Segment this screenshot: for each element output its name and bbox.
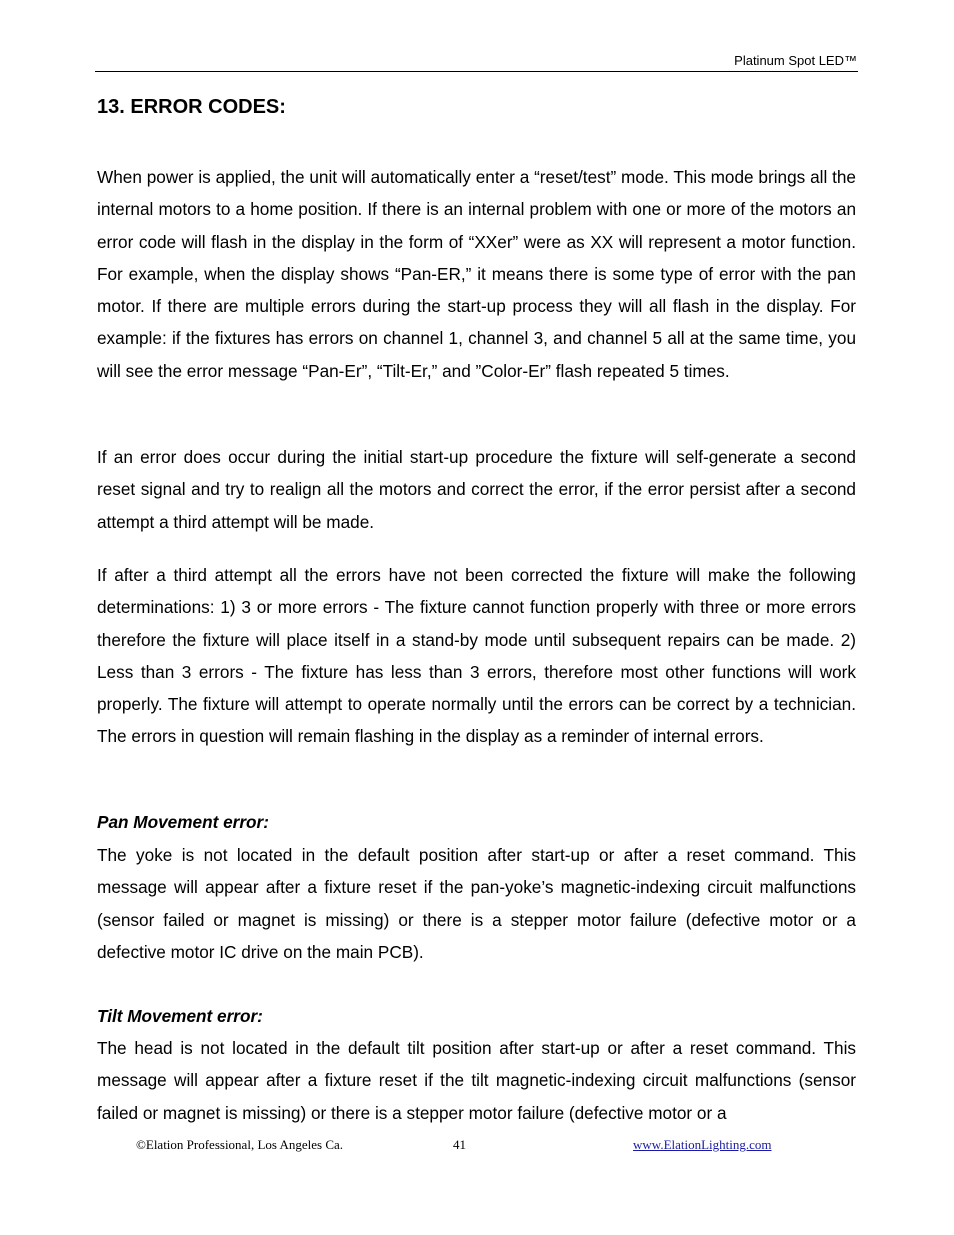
footer-copyright: ©Elation Professional, Los Angeles Ca.	[136, 1137, 344, 1152]
tilt-error-text: The head is not located in the default tilt position after start-up or after a reset command. This message will appear after a fixture reset if the tilt magnetic-indexing circuit malfunctions (sensor failed or magnet is missing) or there is a stepper motor failure (defective motor or a	[97, 1038, 856, 1123]
tilt-error-heading: Tilt Movement error:	[97, 1006, 263, 1026]
footer-website-link[interactable]: www.ElationLighting.com	[633, 1137, 772, 1152]
pan-error-heading: Pan Movement error:	[97, 812, 269, 832]
paragraph-reset-mode: When power is applied, the unit will automatically enter a “reset/test” mode. This mode brings all the internal motors to a home position. If there is an internal problem with one or more of the motors an error code will flash in the display in the form of “XXer” were as XX will represent a motor function. For example, when the display shows “Pan-ER,” it means there is some type of error with the pan motor. If there are multiple errors during the start-up process they will all flash in the display. For example: if the fixtures has errors on channel 1, channel 3, and channel 5 all at the same time, you will see the error message “Pan-Er”, “Tilt-Er,” and ”Color-Er” flash repeated 5 times.	[97, 167, 856, 381]
paragraph-determinations: If after a third attempt all the errors have not been corrected the fixture will make the following determinations: 1) 3 or more errors - The fixture cannot function properly with three or more errors therefore the fixture will place itself in a stand-by mode until subsequent repairs can be made. 2) Less than 3 errors - The fixture has less than 3 errors, therefore most other functions will work properly. The fixture will attempt to operate normally until the errors can be correct by a technician. The errors in question will remain flashing in the display as a reminder of internal errors.	[97, 565, 856, 747]
page-header-title: Platinum Spot LED™	[734, 53, 857, 68]
paragraph-second-reset: If an error does occur during the initial start-up procedure the fixture will self-generate a second reset signal and try to realign all the motors and correct the error, if the error persist after a second attempt a third attempt will be made.	[97, 447, 856, 532]
section-title: 13. ERROR CODES:	[97, 96, 286, 118]
footer-page-number: 41	[453, 1137, 466, 1152]
pan-error-text: The yoke is not located in the default position after start-up or after a reset command. This message will appear after a fixture reset if the pan-yoke’s magnetic-indexing circuit malfunctions (sensor failed or magnet is missing) or there is a stepper motor failure (defective motor or a defective motor IC drive on the main PCB).	[97, 845, 856, 962]
header-rule	[95, 71, 858, 72]
